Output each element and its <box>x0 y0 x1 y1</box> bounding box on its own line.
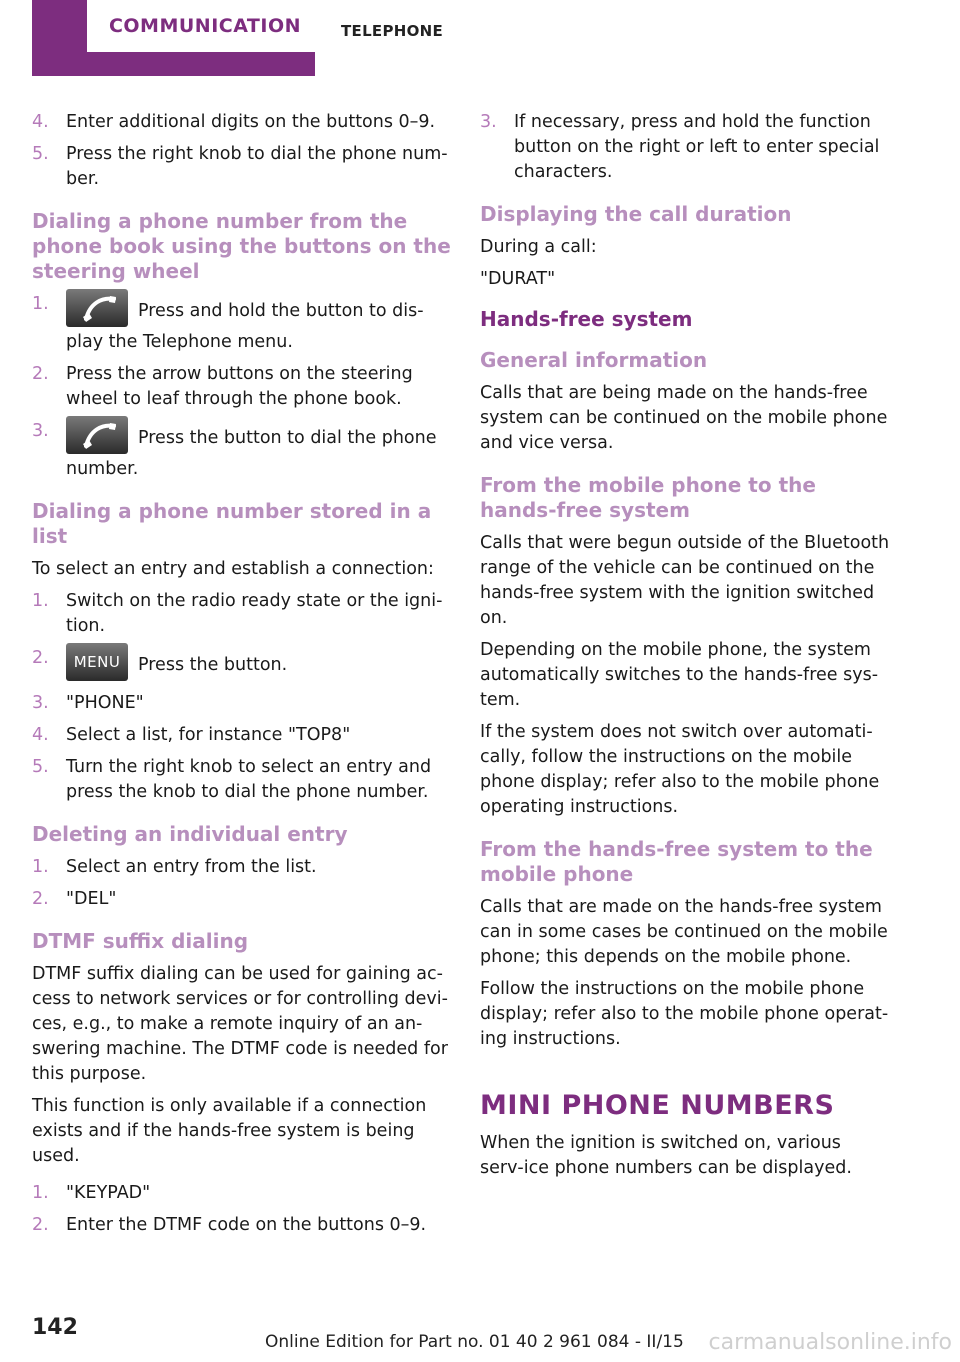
list-item <box>32 1181 452 1206</box>
chapter-tab-bar <box>0 0 960 80</box>
list-item <box>32 755 452 805</box>
m2h-paragraph-2: Depending on the mobile phone, the system automatically switches to the hands-free sys‐tem. <box>480 640 879 710</box>
step-number: 4. <box>32 725 49 745</box>
list-item <box>32 855 452 880</box>
step-number: 4. <box>32 112 49 132</box>
step-text: If necessary, press and hold the function button on the right or left to enter special characters. <box>514 112 880 182</box>
m2h-paragraph-3: If the system does not switch over automati‐cally, follow the instructions on the mobile phone display; refer also to the mobile phone operating instructions. <box>480 722 880 817</box>
phone-button-icon <box>66 416 128 454</box>
step-text: "PHONE" <box>66 693 144 713</box>
step-number: 1. <box>32 1183 49 1203</box>
step-number: 2. <box>32 1215 49 1235</box>
step-number: 3. <box>480 112 497 132</box>
steps-list-delete <box>32 855 452 912</box>
page-number: 142 <box>32 1315 78 1340</box>
step-text: "DEL" <box>66 889 117 909</box>
step-number: 2. <box>32 364 49 384</box>
list-item <box>32 362 452 412</box>
step-number: 1. <box>32 857 49 877</box>
step-text: Press the arrow buttons on the steering wheel to leaf through the phone book. <box>66 364 413 409</box>
edition-footer: Online Edition for Part no. 01 40 2 961 084 - II/15 <box>265 1332 684 1352</box>
step-text: Enter the DTMF code on the buttons 0–9. <box>66 1215 427 1235</box>
heading-mini-phone-numbers: MINI PHONE NUMBERS <box>480 1090 835 1121</box>
heading-delete-entry: Deleting an individual entry <box>32 822 348 846</box>
step-text: Switch on the radio ready state or the igni‐tion. <box>66 591 443 636</box>
steps-list-stored <box>32 589 452 805</box>
step-text: Turn the right knob to select an entry and press the knob to dial the phone number. <box>66 757 432 802</box>
step-text: Press the button. <box>138 655 288 675</box>
heading-handsfree-to-mobile: From the hands-free system to the mobile phone <box>480 837 873 886</box>
steps-list-continued <box>32 110 452 192</box>
heading-call-duration: Displaying the call duration <box>480 202 792 226</box>
stored-intro: To select an entry and establish a connection: <box>32 559 434 579</box>
section-tab-telephone[interactable]: TELEPHONE <box>341 22 444 40</box>
step-number: 1. <box>32 294 49 314</box>
step-number: 5. <box>32 144 49 164</box>
step-number: 2. <box>32 889 49 909</box>
heading-phonebook-steering: Dialing a phone number from the phone book using the buttons on the steering wheel <box>32 209 451 283</box>
list-item <box>32 1213 452 1238</box>
step-number: 3. <box>32 421 49 441</box>
step-number: 2. <box>32 648 49 668</box>
duration-paragraph-2: "DURAT" <box>480 269 556 289</box>
list-item <box>32 887 452 912</box>
steps-list-phonebook <box>32 292 452 482</box>
list-item <box>32 419 452 482</box>
left-column <box>32 110 452 1245</box>
h2m-paragraph-1: Calls that are made on the hands-free system can in some cases be continued on the mobile phone; this depends on the mobile phone. <box>480 897 888 967</box>
list-item <box>32 691 452 716</box>
menu-button-icon: MENU <box>66 643 128 681</box>
step-text: Press the button to dial the phone number. <box>66 428 437 479</box>
step-text: Select a list, for instance "TOP8" <box>66 725 351 745</box>
step-text: Enter additional digits on the buttons 0–9. <box>66 112 436 132</box>
step-number: 1. <box>32 591 49 611</box>
chapter-tab-communication[interactable] <box>32 0 315 76</box>
heading-stored-list: Dialing a phone number stored in a list <box>32 499 432 548</box>
list-item <box>32 646 452 684</box>
dtmf-paragraph-2: This function is only available if a connection exists and if the hands-free system is being used. <box>32 1096 427 1166</box>
step-text: Press and hold the button to dis‐play the Telephone menu. <box>66 301 424 352</box>
phone-button-icon <box>66 289 128 327</box>
list-item <box>32 589 452 639</box>
chapter-tab-label: COMMUNICATION <box>87 0 323 52</box>
heading-hands-free-system: Hands-free system <box>480 307 693 331</box>
list-item <box>32 110 452 135</box>
step-text: "KEYPAD" <box>66 1183 151 1203</box>
duration-paragraph-1: During a call: <box>480 237 597 257</box>
heading-dtmf: DTMF suffix dialing <box>32 929 249 953</box>
numbers-paragraph: When the ignition is switched on, various serv‐ice phone numbers can be displayed. <box>480 1133 852 1178</box>
steps-list-dtmf <box>32 1181 452 1238</box>
general-paragraph: Calls that are being made on the hands-free system can be continued on the mobile phone and vice versa. <box>480 383 888 453</box>
list-item <box>32 723 452 748</box>
dtmf-paragraph-1: DTMF suffix dialing can be used for gaining ac‐cess to network services or for controlling devi‐ces, e.g., to make a remote inquiry of an an‐swering machine. The DTMF code is needed for this purpose. <box>32 964 448 1084</box>
step-number: 5. <box>32 757 49 777</box>
list-item <box>32 142 452 192</box>
heading-general-information: General information <box>480 348 708 372</box>
step-text: Select an entry from the list. <box>66 857 317 877</box>
list-item <box>480 110 890 185</box>
right-column <box>480 110 890 1188</box>
list-item <box>32 292 452 355</box>
step-number: 3. <box>32 693 49 713</box>
step-text: Press the right knob to dial the phone num‐ber. <box>66 144 448 189</box>
steps-list-special-chars <box>480 110 890 185</box>
m2h-paragraph-1: Calls that were begun outside of the Bluetooth range of the vehicle can be continued on the hands-free system with the ignition switched on. <box>480 533 890 628</box>
h2m-paragraph-2: Follow the instructions on the mobile phone display; refer also to the mobile phone operat‐ing instructions. <box>480 979 889 1049</box>
heading-mobile-to-handsfree: From the mobile phone to the hands-free system <box>480 473 816 522</box>
watermark: carmanualsonline.info <box>708 1330 952 1355</box>
